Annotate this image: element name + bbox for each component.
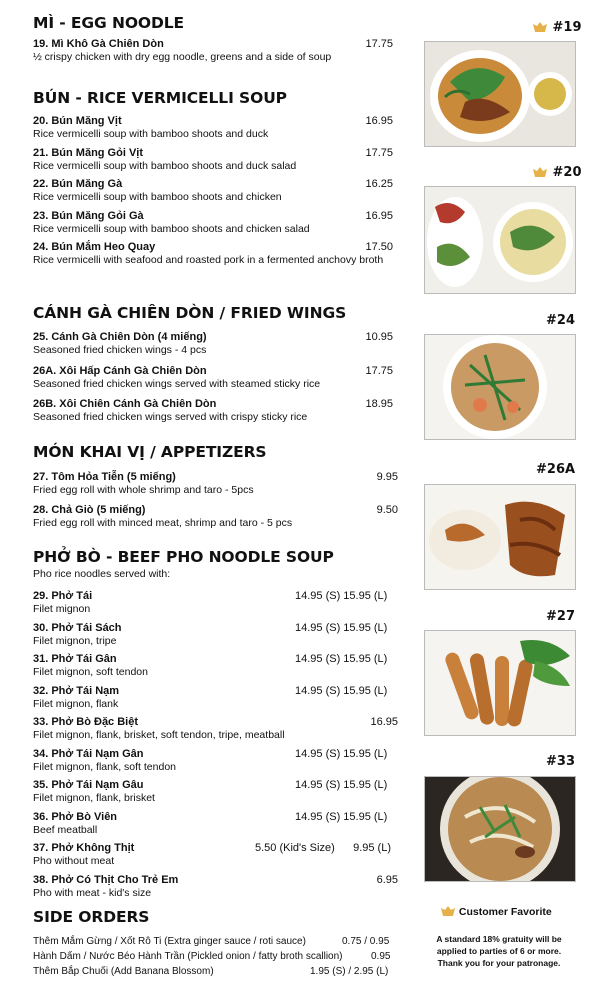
side-item-name: Thêm Mắm Gừng / Xốt Rô Ti (Extra ginger sauce / roti sauce) bbox=[33, 936, 306, 947]
item-name: 38. Phở Có Thịt Cho Trẻ Em bbox=[33, 873, 179, 886]
side-item bbox=[33, 964, 393, 979]
item-description: Seasoned fried chicken wings served with crispy sticky rice bbox=[33, 411, 308, 423]
item-description: Seasoned fried chicken wings served with steamed sticky rice bbox=[33, 377, 321, 390]
menu-item bbox=[33, 873, 398, 900]
item-description: Fried egg roll with whole shrimp and taro - 5pcs bbox=[33, 484, 254, 496]
item-name: 33. Phở Bò Đặc Biệt bbox=[33, 716, 139, 728]
item-name: 20. Bún Măng Vịt bbox=[33, 115, 122, 127]
item-price: 14.95 (S) 15.95 (L) bbox=[295, 590, 388, 602]
item-description: Pho with meat - kid's size bbox=[33, 886, 152, 899]
item-price: 14.95 (S) 15.95 (L) bbox=[295, 653, 388, 665]
section-title: MÌ - EGG NOODLE bbox=[33, 14, 185, 32]
item-description: Rice vermicelli soup with bamboo shoots and chicken bbox=[33, 191, 282, 203]
side-item-price: 0.95 bbox=[371, 951, 391, 962]
menu-item bbox=[33, 503, 398, 530]
item-name: 36. Phở Bò Viên bbox=[33, 810, 118, 823]
photo-dish-24 bbox=[424, 334, 576, 440]
item-description: Seasoned fried chicken wings - 4 pcs bbox=[33, 344, 207, 356]
item-price: 14.95 (S) 15.95 (L) bbox=[295, 810, 388, 823]
item-price: 14.95 (S) 15.95 (L) bbox=[295, 621, 388, 634]
item-name: 23. Bún Măng Gỏi Gà bbox=[33, 209, 144, 222]
photo-label-19: #19 bbox=[532, 20, 582, 36]
menu-item bbox=[33, 622, 393, 648]
item-description: Filet mignon, flank, brisket bbox=[33, 792, 155, 804]
menu-item bbox=[33, 811, 393, 837]
item-price: 18.95 bbox=[365, 398, 393, 410]
star-icon bbox=[532, 21, 548, 33]
item-price: 6.95 bbox=[376, 873, 398, 886]
menu-item bbox=[33, 178, 393, 204]
menu-item bbox=[33, 398, 393, 424]
item-description: Filet mignon, flank, soft tendon bbox=[33, 760, 176, 773]
item-description: Rice vermicelli with seafood and roasted pork in a fermented anchovy broth bbox=[33, 254, 384, 266]
section-title: SIDE ORDERS bbox=[33, 908, 150, 926]
section-subtitle: Pho rice noodles served with: bbox=[33, 568, 171, 580]
photo-dish-33 bbox=[424, 776, 576, 882]
item-price: 10.95 bbox=[365, 331, 393, 343]
gratuity-note: A standard 18% gratuity will be applied to parties of 6 or more. Thank you for your patronage. bbox=[436, 934, 562, 968]
photo-label-20: #20 bbox=[532, 165, 582, 181]
item-name: 37. Phở Không Thịt bbox=[33, 842, 135, 854]
item-description: Filet mignon, flank bbox=[33, 697, 119, 710]
side-item bbox=[33, 949, 393, 964]
section-appetizers bbox=[33, 443, 398, 529]
item-name: 30. Phở Tái Sách bbox=[33, 621, 122, 634]
item-price: 16.95 bbox=[370, 716, 398, 728]
side-item-name: Hành Dấm / Nước Béo Hành Trần (Pickled onion / fatty broth scallion) bbox=[33, 951, 343, 962]
menu-item bbox=[33, 471, 398, 497]
side-item-price: 1.95 (S) / 2.95 (L) bbox=[310, 966, 389, 977]
item-description: ½ crispy chicken with dry egg noodle, greens and a side of soup bbox=[33, 51, 332, 63]
menu-item bbox=[33, 115, 393, 141]
section-title: PHỞ BÒ - BEEF PHO NOODLE SOUP bbox=[33, 548, 334, 566]
legend-label: Customer Favorite bbox=[458, 906, 552, 918]
menu-item bbox=[33, 241, 393, 267]
star-icon bbox=[532, 166, 548, 178]
item-description: Beef meatball bbox=[33, 823, 98, 836]
item-description: Filet mignon, flank, brisket, soft tendon, tripe, meatball bbox=[33, 729, 285, 741]
photo-dish-27 bbox=[424, 630, 576, 736]
item-description: Rice vermicelli soup with bamboo shoots and duck bbox=[33, 128, 269, 140]
item-name: 25. Cánh Gà Chiên Dòn (4 miếng) bbox=[33, 331, 207, 343]
photo-label-26a: #26A bbox=[536, 462, 576, 477]
item-price: 17.50 bbox=[365, 241, 393, 253]
section-bun bbox=[33, 89, 393, 267]
menu-item bbox=[33, 842, 393, 868]
item-price: 9.95 bbox=[376, 471, 398, 483]
item-name: 22. Bún Măng Gà bbox=[33, 178, 123, 190]
menu-item bbox=[33, 653, 393, 679]
menu-item bbox=[33, 590, 393, 616]
item-price: 9.50 bbox=[376, 503, 398, 516]
item-name: 31. Phở Tái Gân bbox=[33, 653, 117, 665]
item-description: Filet mignon bbox=[33, 603, 91, 615]
item-name: 24. Bún Mắm Heo Quay bbox=[33, 241, 156, 253]
customer-favorite-legend bbox=[440, 905, 552, 918]
section-wings bbox=[33, 304, 393, 424]
side-item-name: Thêm Bắp Chuối (Add Banana Blossom) bbox=[33, 966, 214, 977]
menu-item bbox=[33, 331, 393, 357]
side-item bbox=[33, 934, 393, 949]
photo-label-24: #24 bbox=[546, 313, 575, 328]
item-name: 34. Phở Tái Nạm Gân bbox=[33, 747, 144, 760]
item-description: Filet mignon, soft tendon bbox=[33, 666, 148, 678]
photo-label-27: #27 bbox=[546, 609, 575, 624]
side-item-price: 0.75 / 0.95 bbox=[342, 936, 390, 947]
item-name: 35. Phở Tái Nạm Gâu bbox=[33, 779, 144, 791]
menu-item bbox=[33, 748, 393, 774]
menu-item bbox=[33, 779, 393, 805]
item-price: 14.95 (S) 15.95 (L) bbox=[295, 684, 388, 697]
item-price: 16.95 bbox=[365, 209, 393, 222]
item-price: 14.95 (S) 15.95 (L) bbox=[295, 779, 388, 791]
section-pho bbox=[33, 548, 398, 899]
section-title: CÁNH GÀ CHIÊN DÒN / FRIED WINGS bbox=[33, 304, 347, 322]
item-price: 14.95 (S) 15.95 (L) bbox=[295, 747, 388, 760]
item-price: 16.25 bbox=[365, 178, 393, 190]
photo-dish-20 bbox=[424, 186, 576, 294]
menu-item bbox=[33, 716, 398, 742]
item-name: 26A. Xôi Hấp Cánh Gà Chiên Dòn bbox=[33, 364, 207, 377]
item-price: 17.75 bbox=[365, 364, 393, 377]
item-price: 17.75 bbox=[365, 146, 393, 159]
item-price: 16.95 bbox=[365, 115, 393, 127]
menu-item bbox=[33, 38, 393, 64]
item-name: 28. Chả Giò (5 miếng) bbox=[33, 503, 146, 516]
item-price: 17.75 bbox=[365, 38, 393, 50]
menu-item bbox=[33, 685, 393, 711]
menu-item bbox=[33, 210, 393, 236]
section-title: MÓN KHAI VỊ / APPETIZERS bbox=[33, 443, 267, 461]
item-description: Fried egg roll with minced meat, shrimp and taro - 5 pcs bbox=[33, 516, 293, 529]
item-description: Filet mignon, tripe bbox=[33, 634, 117, 647]
photo-dish-26a bbox=[424, 484, 576, 590]
item-name: 21. Bún Măng Gỏi Vịt bbox=[33, 146, 144, 159]
menu-item bbox=[33, 147, 393, 173]
section-title: BÚN - RICE VERMICELLI SOUP bbox=[33, 89, 287, 107]
item-name: 19. Mì Khô Gà Chiên Dòn bbox=[33, 38, 164, 50]
item-description: Rice vermicelli soup with bamboo shoots and chicken salad bbox=[33, 222, 310, 235]
item-description: Rice vermicelli soup with bamboo shoots and duck salad bbox=[33, 159, 297, 172]
item-description: Pho without meat bbox=[33, 855, 115, 867]
item-name: 29. Phở Tái bbox=[33, 590, 93, 602]
item-name: 26B. Xôi Chiên Cánh Gà Chiên Dòn bbox=[33, 398, 217, 410]
photo-label-33: #33 bbox=[546, 754, 575, 769]
item-price: 5.50 (Kid's Size) 9.95 (L) bbox=[255, 842, 391, 854]
star-icon bbox=[440, 905, 456, 917]
photo-dish-19 bbox=[424, 41, 576, 147]
item-name: 32. Phở Tái Nạm bbox=[33, 684, 120, 697]
menu-item bbox=[33, 365, 393, 391]
item-name: 27. Tôm Hỏa Tiễn (5 miếng) bbox=[33, 471, 176, 483]
section-side-orders bbox=[33, 908, 393, 979]
section-egg-noodle bbox=[33, 14, 393, 64]
